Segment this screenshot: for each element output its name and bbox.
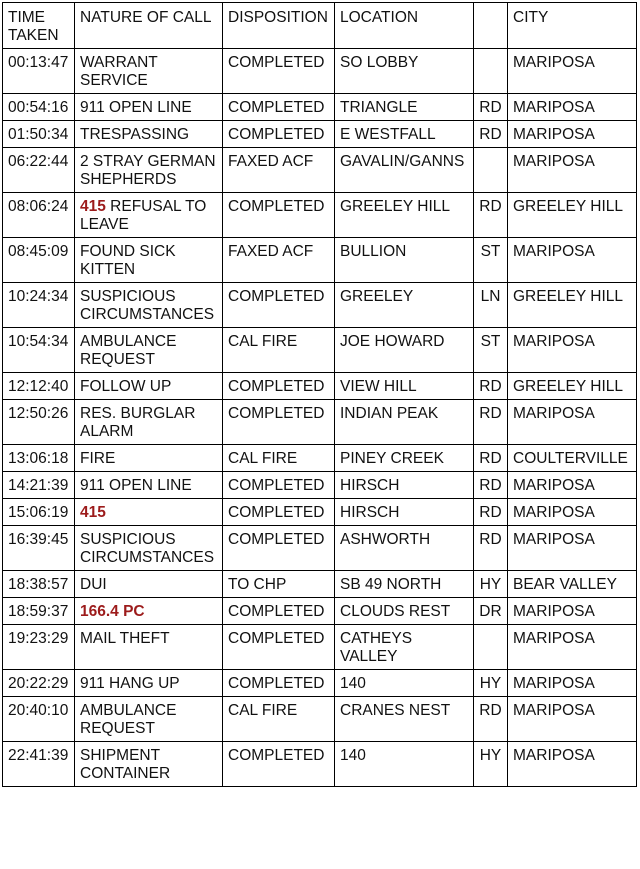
header-row [3,3,637,49]
city-cell: MARIPOSA [508,238,637,283]
nature-text: AMBULANCE REQUEST [80,333,181,368]
nature-text: WARRANT SERVICE [80,54,162,89]
nature-cell [75,670,223,697]
time-cell: 10:24:34 [3,283,75,328]
nature-cell [75,400,223,445]
time-cell: 00:54:16 [3,94,75,121]
street-suffix-cell: RD [474,400,508,445]
nature-cell [75,571,223,598]
table-row [3,571,637,598]
table-row [3,400,637,445]
nature-cell [75,193,223,238]
street-suffix-cell: DR [474,598,508,625]
location-cell: TRIANGLE [335,94,474,121]
disposition-cell: FAXED ACF [223,238,335,283]
city-cell: MARIPOSA [508,598,637,625]
nature-text: RES. BURGLAR ALARM [80,405,199,440]
disposition-cell: CAL FIRE [223,328,335,373]
disposition-cell: COMPLETED [223,472,335,499]
time-cell: 01:50:34 [3,121,75,148]
disposition-cell: COMPLETED [223,499,335,526]
nature-cell [75,238,223,283]
header-city: CITY [508,3,637,49]
location-cell: BULLION [335,238,474,283]
city-cell: MARIPOSA [508,148,637,193]
penal-code: 415 [80,504,106,521]
time-cell: 10:54:34 [3,328,75,373]
nature-cell [75,625,223,670]
penal-code: 166.4 PC [80,603,145,620]
street-suffix-cell: HY [474,670,508,697]
location-cell: CATHEYS VALLEY [335,625,474,670]
location-cell: SO LOBBY [335,49,474,94]
time-cell: 19:23:29 [3,625,75,670]
time-cell: 08:45:09 [3,238,75,283]
city-cell: MARIPOSA [508,328,637,373]
nature-text: 911 OPEN LINE [80,477,192,494]
street-suffix-cell: RD [474,445,508,472]
city-cell: MARIPOSA [508,742,637,787]
nature-cell [75,472,223,499]
city-cell: GREELEY HILL [508,283,637,328]
street-suffix-cell: RD [474,499,508,526]
nature-text: SUSPICIOUS CIRCUMSTANCES [80,531,215,566]
table-row [3,373,637,400]
nature-text: FOUND SICK KITTEN [80,243,180,278]
table-row [3,328,637,373]
city-cell: MARIPOSA [508,400,637,445]
street-suffix-cell: RD [474,193,508,238]
time-cell: 16:39:45 [3,526,75,571]
city-cell: MARIPOSA [508,670,637,697]
table-row [3,148,637,193]
disposition-cell: COMPLETED [223,193,335,238]
nature-text: AMBULANCE REQUEST [80,702,181,737]
street-suffix-cell: HY [474,742,508,787]
time-cell: 08:06:24 [3,193,75,238]
nature-text: 2 STRAY GERMAN SHEPHERDS [80,153,220,188]
location-cell: GREELEY [335,283,474,328]
table-row [3,670,637,697]
table-row [3,445,637,472]
nature-text: TRESPASSING [80,126,190,143]
header-time-taken: TIME TAKEN [3,3,75,49]
city-cell: GREELEY HILL [508,193,637,238]
disposition-cell: CAL FIRE [223,697,335,742]
location-cell: VIEW HILL [335,373,474,400]
city-cell: MARIPOSA [508,526,637,571]
nature-cell [75,697,223,742]
street-suffix-cell [474,148,508,193]
street-suffix-cell: RD [474,472,508,499]
location-cell: PINEY CREEK [335,445,474,472]
street-suffix-cell: ST [474,238,508,283]
nature-cell [75,283,223,328]
disposition-cell: COMPLETED [223,49,335,94]
location-cell: 140 [335,670,474,697]
time-cell: 18:59:37 [3,598,75,625]
table-row [3,697,637,742]
time-cell: 18:38:57 [3,571,75,598]
table-row [3,283,637,328]
street-suffix-cell: LN [474,283,508,328]
city-cell: MARIPOSA [508,121,637,148]
street-suffix-cell: RD [474,697,508,742]
street-suffix-cell: RD [474,121,508,148]
city-cell: COULTERVILLE [508,445,637,472]
time-cell: 22:41:39 [3,742,75,787]
nature-text: DUI [80,576,107,593]
time-cell: 14:21:39 [3,472,75,499]
street-suffix-cell: RD [474,373,508,400]
location-cell: INDIAN PEAK [335,400,474,445]
nature-text: FOLLOW UP [80,378,172,395]
nature-cell [75,526,223,571]
city-cell: BEAR VALLEY [508,571,637,598]
location-cell: CLOUDS REST [335,598,474,625]
street-suffix-cell: RD [474,94,508,121]
time-cell: 06:22:44 [3,148,75,193]
disposition-cell: COMPLETED [223,400,335,445]
nature-cell [75,94,223,121]
location-cell: HIRSCH [335,499,474,526]
time-cell: 15:06:19 [3,499,75,526]
nature-cell [75,49,223,94]
disposition-cell: COMPLETED [223,283,335,328]
location-cell: HIRSCH [335,472,474,499]
penal-code: 415 [80,198,106,215]
location-cell: CRANES NEST [335,697,474,742]
table-row [3,598,637,625]
disposition-cell: COMPLETED [223,373,335,400]
location-cell: ASHWORTH [335,526,474,571]
street-suffix-cell: HY [474,571,508,598]
city-cell: MARIPOSA [508,94,637,121]
nature-text: SHIPMENT CONTAINER [80,747,171,782]
nature-cell [75,121,223,148]
time-cell: 12:12:40 [3,373,75,400]
call-rows [3,49,637,787]
time-cell: 00:13:47 [3,49,75,94]
nature-cell [75,328,223,373]
nature-cell [75,598,223,625]
table-row [3,49,637,94]
nature-text: FIRE [80,450,116,467]
street-suffix-cell: RD [474,526,508,571]
city-cell: MARIPOSA [508,472,637,499]
nature-cell [75,148,223,193]
street-suffix-cell [474,49,508,94]
table-row [3,193,637,238]
street-suffix-cell: ST [474,328,508,373]
nature-text: REFUSAL TO LEAVE [80,198,211,233]
nature-cell [75,445,223,472]
city-cell: MARIPOSA [508,499,637,526]
nature-cell [75,373,223,400]
header-location: LOCATION [335,3,474,49]
table-row [3,526,637,571]
location-cell: GREELEY HILL [335,193,474,238]
table-row [3,742,637,787]
call-log-table [2,2,637,787]
disposition-cell: COMPLETED [223,625,335,670]
table-row [3,472,637,499]
city-cell: MARIPOSA [508,49,637,94]
street-suffix-cell [474,625,508,670]
header-suffix [474,3,508,49]
table-row [3,121,637,148]
nature-text: 911 OPEN LINE [80,99,192,116]
disposition-cell: TO CHP [223,571,335,598]
header-disposition: DISPOSITION [223,3,335,49]
table-row [3,625,637,670]
table-row [3,238,637,283]
disposition-cell: FAXED ACF [223,148,335,193]
nature-text: 911 HANG UP [80,675,180,692]
location-cell: 140 [335,742,474,787]
time-cell: 20:22:29 [3,670,75,697]
disposition-cell: COMPLETED [223,670,335,697]
nature-cell [75,742,223,787]
disposition-cell: COMPLETED [223,742,335,787]
disposition-cell: COMPLETED [223,121,335,148]
time-cell: 12:50:26 [3,400,75,445]
location-cell: E WESTFALL [335,121,474,148]
location-cell: SB 49 NORTH [335,571,474,598]
city-cell: MARIPOSA [508,625,637,670]
location-cell: JOE HOWARD [335,328,474,373]
disposition-cell: COMPLETED [223,94,335,121]
time-cell: 20:40:10 [3,697,75,742]
location-cell: GAVALIN/GANNS [335,148,474,193]
disposition-cell: COMPLETED [223,526,335,571]
table-row [3,94,637,121]
time-cell: 13:06:18 [3,445,75,472]
disposition-cell: COMPLETED [223,598,335,625]
nature-text: MAIL THEFT [80,630,170,647]
city-cell: MARIPOSA [508,697,637,742]
table-row [3,499,637,526]
city-cell: GREELEY HILL [508,373,637,400]
nature-cell [75,499,223,526]
header-nature-of-call: NATURE OF CALL [75,3,223,49]
nature-text: SUSPICIOUS CIRCUMSTANCES [80,288,215,323]
disposition-cell: CAL FIRE [223,445,335,472]
